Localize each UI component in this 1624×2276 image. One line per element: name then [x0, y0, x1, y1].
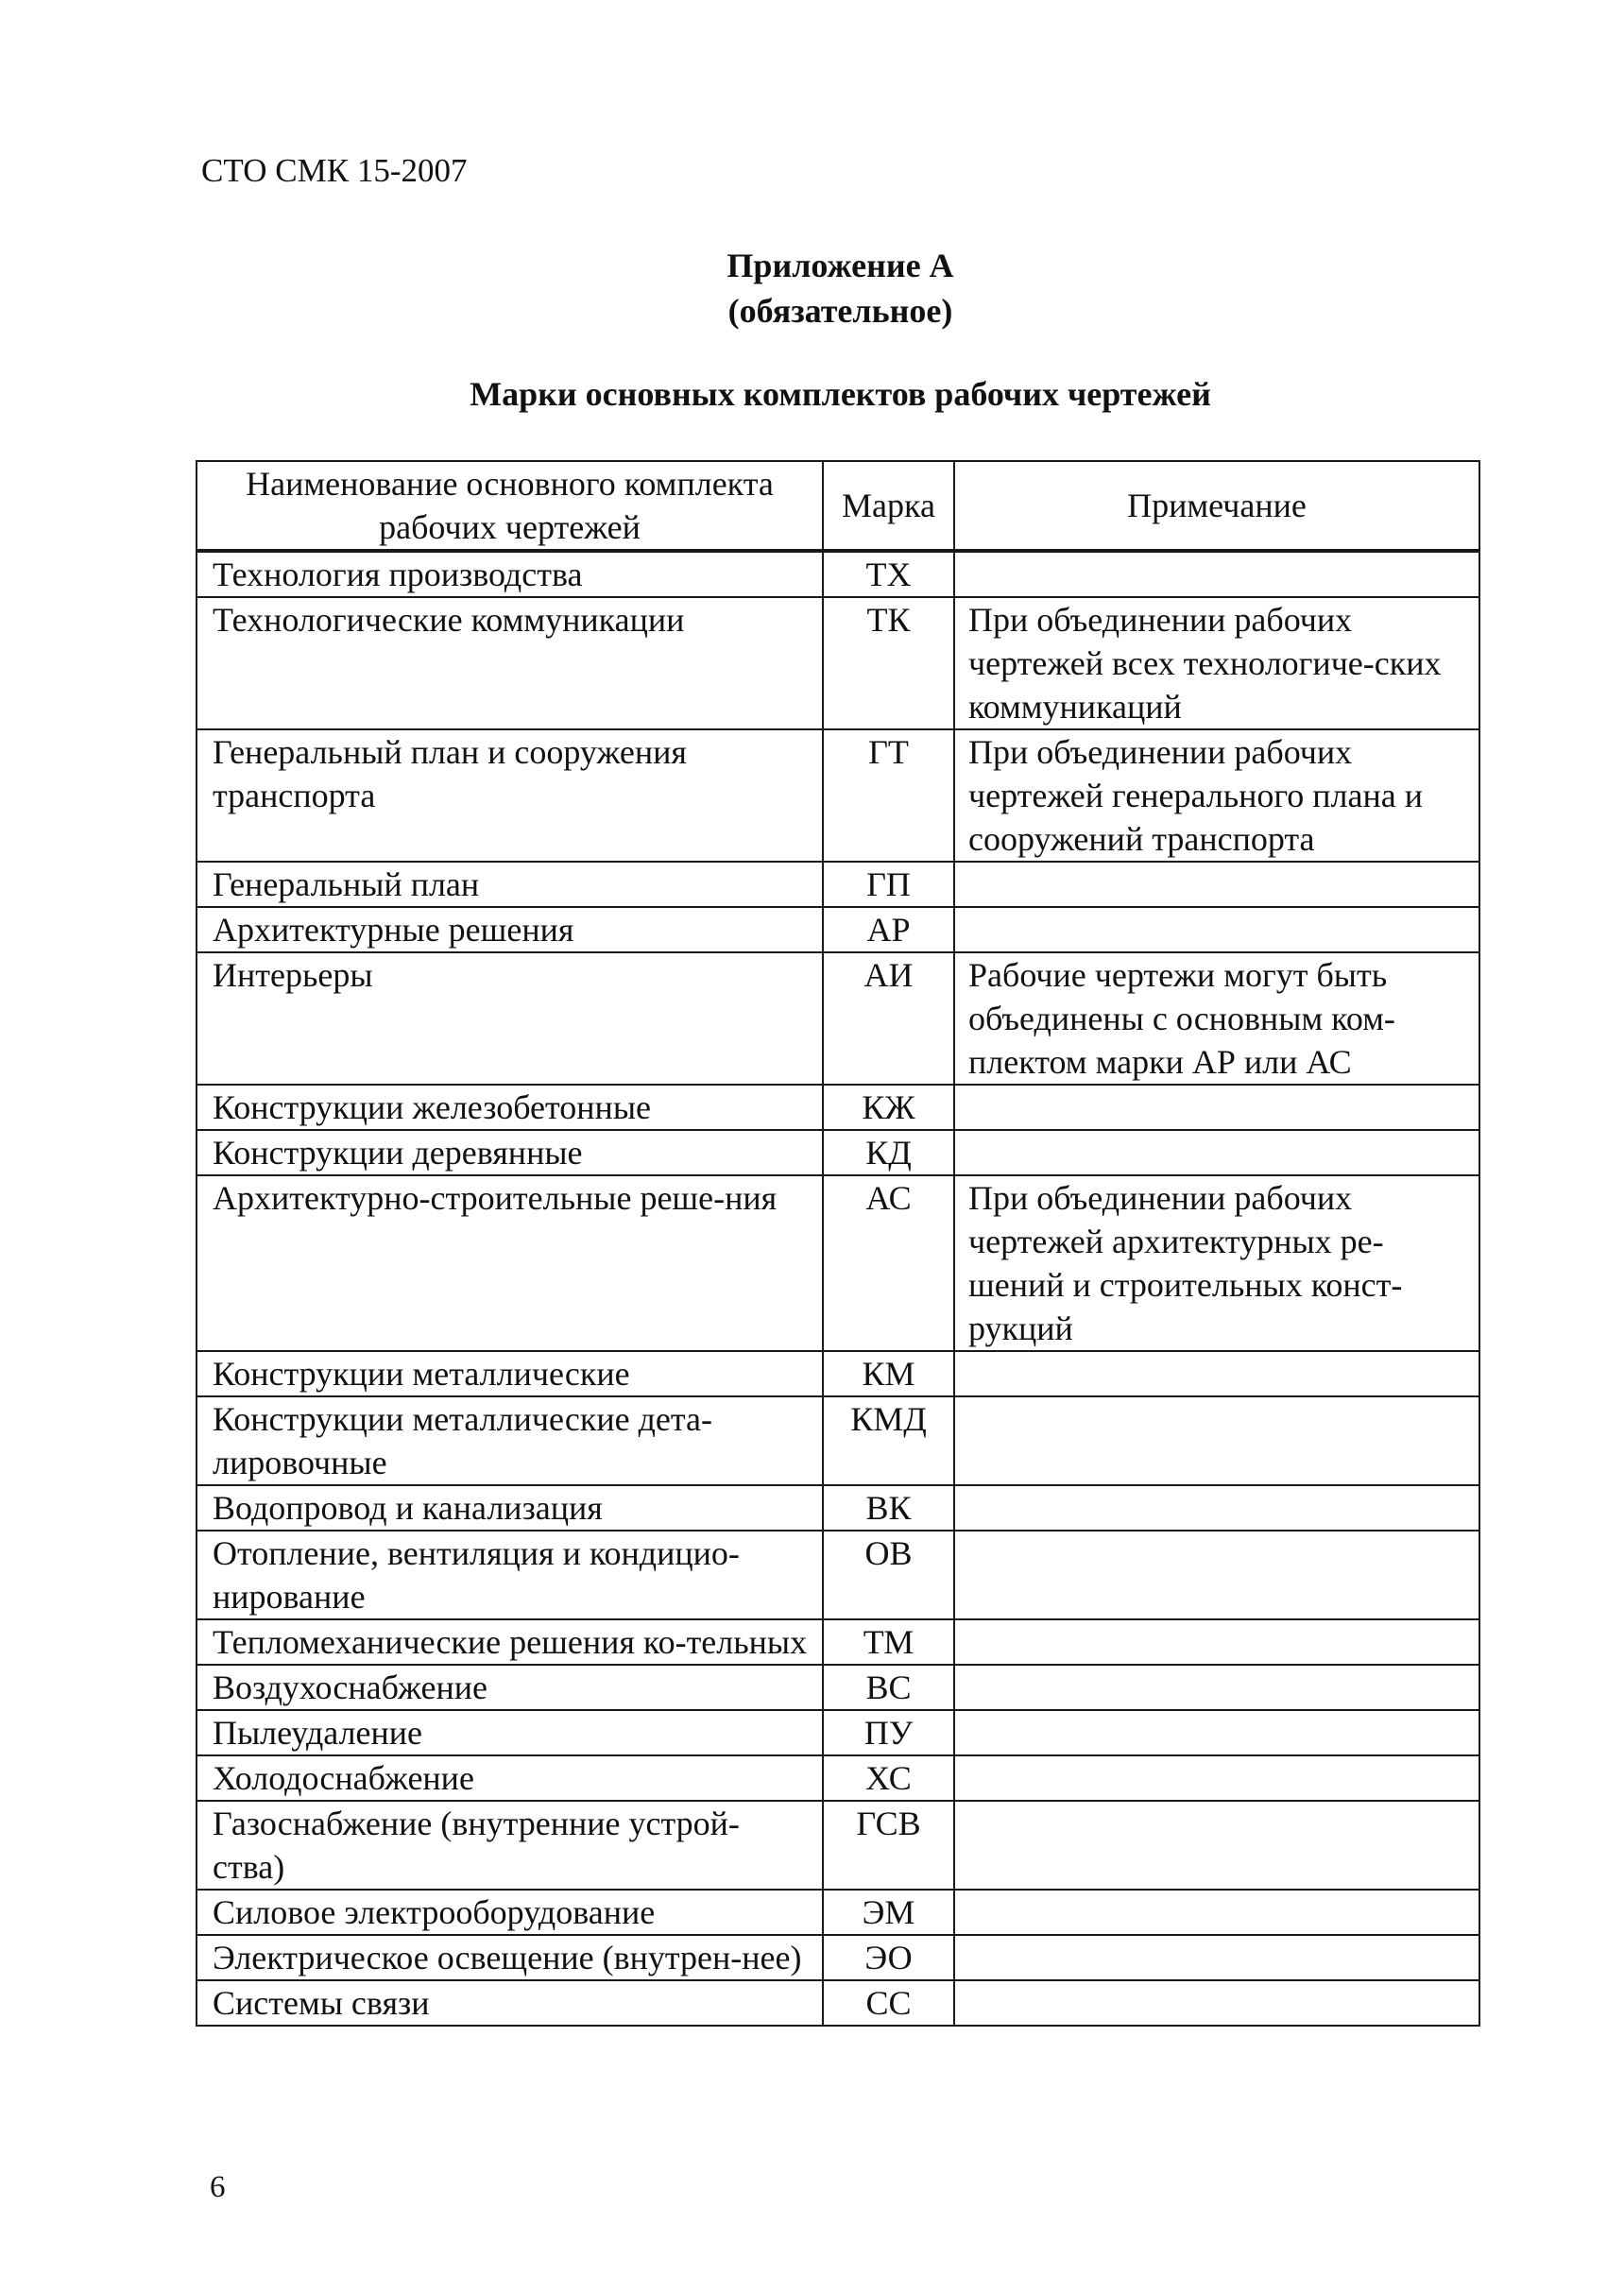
cell-mark: ГТ [823, 729, 954, 862]
appendix-label: Приложение А [727, 247, 954, 284]
cell-set-name: Водопровод и канализация [197, 1485, 823, 1531]
table-row [197, 1980, 1479, 2026]
table-row [197, 1890, 1479, 1935]
cell-mark: АР [823, 907, 954, 952]
cell-mark: ГСВ [823, 1801, 954, 1890]
table-row [197, 1085, 1479, 1130]
column-header-note: Примечание [954, 461, 1479, 551]
cell-note [954, 551, 1479, 597]
cell-note [954, 862, 1479, 907]
cell-note [954, 1085, 1479, 1130]
cell-note [954, 907, 1479, 952]
cell-set-name: Пылеудаление [197, 1710, 823, 1755]
table-row [197, 1396, 1479, 1485]
cell-note [954, 1665, 1479, 1710]
column-header-name: Наименование основного комплекта рабочих чертежей [197, 461, 823, 551]
cell-note [954, 1755, 1479, 1801]
cell-note [954, 1396, 1479, 1485]
cell-note: При объединении рабочих чертежей генерального плана и сооружений транспорта [954, 729, 1479, 862]
cell-note: При объединении рабочих чертежей всех технологиче-ских коммуникаций [954, 597, 1479, 729]
table-row [197, 1619, 1479, 1665]
table-row [197, 1531, 1479, 1619]
table-row [197, 1485, 1479, 1531]
cell-set-name: Конструкции металлические дета-лировочные [197, 1396, 823, 1485]
cell-mark: ЭО [823, 1935, 954, 1980]
cell-note [954, 1980, 1479, 2026]
cell-note: При объединении рабочих чертежей архитектурных ре-шений и строительных конст-рукций [954, 1175, 1479, 1351]
table-row [197, 862, 1479, 907]
cell-set-name: Конструкции металлические [197, 1351, 823, 1396]
cell-set-name: Интерьеры [197, 952, 823, 1085]
cell-set-name: Конструкции деревянные [197, 1130, 823, 1175]
cell-note [954, 1485, 1479, 1531]
table-row [197, 907, 1479, 952]
cell-set-name: Тепломеханические решения ко-тельных [197, 1619, 823, 1665]
table-row [197, 1755, 1479, 1801]
appendix-status: (обязательное) [727, 292, 953, 330]
drawing-sets-table [196, 460, 1480, 2027]
table-row [197, 551, 1479, 597]
cell-mark: ВС [823, 1665, 954, 1710]
table-row [197, 597, 1479, 729]
cell-mark: ПУ [823, 1710, 954, 1755]
cell-note [954, 1531, 1479, 1619]
cell-set-name: Конструкции железобетонные [197, 1085, 823, 1130]
cell-set-name: Холодоснабжение [197, 1755, 823, 1801]
cell-set-name: Генеральный план и сооружения транспорта [197, 729, 823, 862]
document-code: СТО СМК 15-2007 [201, 152, 468, 189]
cell-mark: КМД [823, 1396, 954, 1485]
cell-mark: ВК [823, 1485, 954, 1531]
cell-set-name: Генеральный план [197, 862, 823, 907]
cell-mark: АИ [823, 952, 954, 1085]
page-number: 6 [210, 2170, 226, 2204]
table-row [197, 1935, 1479, 1980]
cell-mark: КД [823, 1130, 954, 1175]
table-row [197, 1130, 1479, 1175]
cell-mark: ХС [823, 1755, 954, 1801]
cell-set-name: Воздухоснабжение [197, 1665, 823, 1710]
cell-note [954, 1801, 1479, 1890]
table-row [197, 1710, 1479, 1755]
cell-set-name: Архитектурно-строительные реше-ния [197, 1175, 823, 1351]
cell-set-name: Отопление, вентиляция и кондицио-нирование [197, 1531, 823, 1619]
cell-mark: СС [823, 1980, 954, 2026]
cell-set-name: Архитектурные решения [197, 907, 823, 952]
cell-mark: КМ [823, 1351, 954, 1396]
cell-note [954, 1619, 1479, 1665]
cell-set-name: Технологические коммуникации [197, 597, 823, 729]
cell-note [954, 1710, 1479, 1755]
table-row [197, 1175, 1479, 1351]
cell-mark: ЭМ [823, 1890, 954, 1935]
column-header-mark: Марка [823, 461, 954, 551]
cell-mark: ОВ [823, 1531, 954, 1619]
cell-set-name: Технология производства [197, 551, 823, 597]
cell-mark: ТХ [823, 551, 954, 597]
table-row [197, 1665, 1479, 1710]
table-header-row [197, 461, 1479, 551]
cell-set-name: Газоснабжение (внутренние устрой-ства) [197, 1801, 823, 1890]
cell-mark: КЖ [823, 1085, 954, 1130]
table-row [197, 1351, 1479, 1396]
cell-note [954, 1351, 1479, 1396]
cell-set-name: Силовое электрооборудование [197, 1890, 823, 1935]
appendix-title: Марки основных комплектов рабочих чертежей [470, 375, 1211, 413]
cell-note [954, 1130, 1479, 1175]
cell-mark: ТМ [823, 1619, 954, 1665]
table-row [197, 729, 1479, 862]
cell-set-name: Системы связи [197, 1980, 823, 2026]
table-row [197, 1801, 1479, 1890]
cell-mark: ГП [823, 862, 954, 907]
cell-note [954, 1935, 1479, 1980]
cell-note: Рабочие чертежи могут быть объединены с основным ком-плектом марки АР или АС [954, 952, 1479, 1085]
table-row [197, 952, 1479, 1085]
cell-set-name: Электрическое освещение (внутрен-нее) [197, 1935, 823, 1980]
cell-mark: ТК [823, 597, 954, 729]
cell-mark: АС [823, 1175, 954, 1351]
cell-note [954, 1890, 1479, 1935]
